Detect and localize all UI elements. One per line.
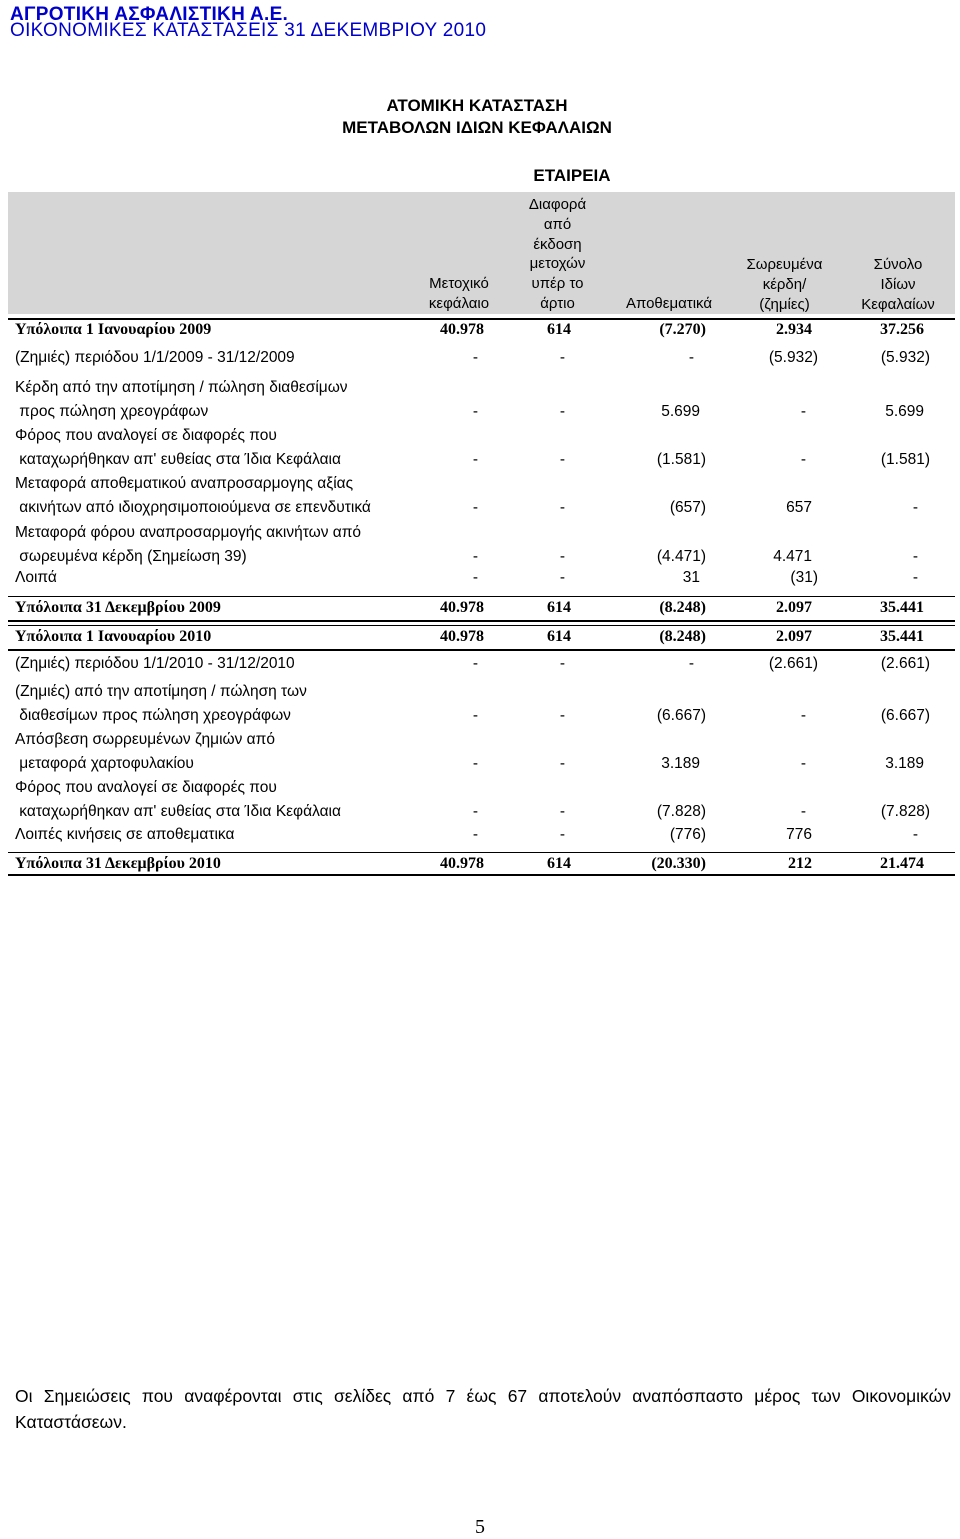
table-rule [8, 852, 955, 853]
table-rule [8, 649, 955, 651]
cell-value: - [559, 403, 565, 420]
cell-value: - [472, 349, 478, 366]
cell-value: 37.256 [880, 321, 924, 338]
cell-value: - [559, 499, 565, 516]
cell-value: - [472, 826, 478, 843]
cell-value: (4.471) [656, 548, 706, 565]
row-label: (Ζημιές) από την αποτίμηση / πώληση των [15, 683, 307, 700]
cell-value: (7.828) [880, 803, 930, 820]
row-label: Λοιπές κινήσεις σε αποθεματικα [15, 826, 235, 843]
row-label: Κέρδη από την αποτίμηση / πώληση διαθεσίμων [15, 379, 348, 396]
cell-value: - [472, 755, 478, 772]
cell-value: (657) [669, 499, 706, 516]
cell-value: - [472, 548, 478, 565]
cell-value: 2.097 [776, 599, 812, 616]
column-header-line: Σύνολο [873, 256, 923, 273]
cell-value: 3.189 [885, 755, 924, 772]
cell-value: - [472, 803, 478, 820]
cell-value: - [559, 803, 565, 820]
cell-value: 614 [547, 628, 571, 645]
column-header-line: (ζημίες) [759, 295, 810, 313]
cell-value: - [559, 655, 565, 672]
cell-value: (2.661) [880, 655, 930, 672]
col-total-equity-header [848, 255, 948, 314]
row-label: Φόρος που αναλογεί σε διαφορές που [15, 427, 277, 444]
cell-value: (8.248) [659, 628, 706, 645]
row-label: (Ζημιές) περιόδου 1/1/2010 - 31/12/2010 [15, 655, 295, 672]
statement-title-line1: ΑΤΟΜΙΚΗ ΚΑΤΑΣΤΑΣΗ [386, 96, 568, 115]
row-label: Φόρος που αναλογεί σε διαφορές που [15, 779, 277, 796]
cell-value: - [912, 826, 918, 843]
cell-value: (1.581) [880, 451, 930, 468]
cell-value: - [800, 451, 806, 468]
footer-note: Οι Σημειώσεις που αναφέρονται στις σελίδες από 7 έως 67 αποτελούν αναπόσπαστο μέρος των Οικονομικών Καταστάσεων. [15, 1386, 951, 1432]
row-label: ακινήτων από ιδιοχρησιμοποιούμενα σε επενδυτικά [15, 499, 371, 516]
cell-value: 5.699 [885, 403, 924, 420]
cell-value: 2.097 [776, 628, 812, 645]
cell-value: - [472, 499, 478, 516]
column-header-line: Ιδίων [880, 275, 916, 293]
col-retained-earnings-header [733, 255, 836, 314]
cell-value: (7.270) [659, 321, 706, 338]
cell-value: (20.330) [651, 855, 706, 872]
row-label: Μεταφορά φόρου αναπροσαρμογής ακινήτων από [15, 524, 362, 541]
cell-value: (31) [790, 569, 818, 586]
table-rule [8, 874, 955, 876]
row-label: Υπόλοιπα 31 Δεκεμβρίου 2010 [15, 855, 221, 872]
cell-value: - [559, 826, 565, 843]
col-share-capital-header [412, 274, 506, 314]
row-label: Υπόλοιπα 1 Ιανουαρίου 2010 [15, 628, 212, 645]
cell-value: 40.978 [440, 321, 484, 338]
cell-value: - [800, 803, 806, 820]
report-subtitle: ΟΙΚΟΝΟΜΙΚΕΣ ΚΑΤΑΣΤΑΣΕΙΣ 31 ΔΕΚΕΜΒΡΙΟΥ 2010 [10, 20, 487, 41]
row-label: Λοιπά [15, 569, 57, 586]
page-number: 5 [475, 1516, 485, 1538]
table-rule [8, 620, 955, 622]
column-header-line: έκδοση [533, 235, 582, 253]
cell-value: (5.932) [880, 349, 930, 366]
column-header-line: άρτιο [540, 294, 575, 312]
cell-value: - [559, 451, 565, 468]
cell-value: - [472, 655, 478, 672]
cell-value: (8.248) [659, 599, 706, 616]
cell-value: 31 [682, 569, 700, 586]
column-header-line: Κεφαλαίων [861, 295, 935, 313]
column-header-line: μετοχών [529, 255, 586, 273]
cell-value: (1.581) [656, 451, 706, 468]
column-header-line: Αποθεματικά [625, 295, 713, 312]
cell-value: - [912, 499, 918, 516]
cell-value: 3.189 [661, 755, 700, 772]
row-label: διαθεσίμων προς πώληση χρεογράφων [15, 707, 291, 724]
cell-value: 212 [788, 855, 812, 872]
cell-value: 614 [547, 855, 571, 872]
cell-value: (7.828) [656, 803, 706, 820]
cell-value: 657 [786, 499, 812, 516]
table-rule [8, 625, 955, 626]
cell-value: - [688, 349, 694, 366]
cell-value: - [472, 569, 478, 586]
cell-value: 40.978 [440, 855, 484, 872]
cell-value: (2.661) [768, 655, 818, 672]
cell-value: - [559, 349, 565, 366]
col-share-premium-header [510, 195, 605, 314]
row-label: Απόσβεση σωρρευμένων ζημιών από [15, 731, 275, 748]
cell-value: - [800, 403, 806, 420]
cell-value: 21.474 [880, 855, 924, 872]
cell-value: - [800, 707, 806, 724]
cell-value: - [800, 755, 806, 772]
cell-value: (6.667) [656, 707, 706, 724]
column-header-line: Σωρευμένα [746, 256, 823, 273]
cell-value: (776) [669, 826, 706, 843]
cell-value: 614 [547, 599, 571, 616]
statement-title-line2: ΜΕΤΑΒΟΛΩΝ ΙΔΙΩΝ ΚΕΦΑΛΑΙΩΝ [342, 118, 612, 137]
cell-value: 2.934 [776, 321, 812, 338]
column-header-line: κέρδη/ [762, 275, 807, 293]
cell-value: 35.441 [880, 599, 924, 616]
column-header-line: Μετοχικό [429, 275, 489, 292]
column-header-line: Διαφορά [528, 196, 587, 213]
row-label: προς πώληση χρεογράφων [15, 403, 209, 420]
cell-value: - [559, 707, 565, 724]
cell-value: 5.699 [661, 403, 700, 420]
column-header-line: κεφάλαιο [428, 294, 490, 312]
cell-value: 35.441 [880, 628, 924, 645]
row-label: καταχωρήθηκαν απ' ευθείας στα Ίδια Κεφάλαια [15, 451, 341, 468]
cell-value: - [472, 707, 478, 724]
cell-value: 4.471 [773, 548, 812, 565]
table-rule [8, 596, 955, 597]
row-label: Μεταφορά αποθεματικού αναπροσαρμογης αξίας [15, 475, 354, 492]
cell-value: - [472, 403, 478, 420]
row-label: καταχωρήθηκαν απ' ευθείας στα Ίδια Κεφάλαια [15, 803, 341, 820]
entity-label: ΕΤΑΙΡΕΙΑ [533, 166, 611, 185]
cell-value: (6.667) [880, 707, 930, 724]
company-name: ΑΓΡΟΤΙΚΗ ΑΣΦΑΛΙΣΤΙΚΗ Α.Ε. [10, 4, 289, 25]
row-label: Υπόλοιπα 1 Ιανουαρίου 2009 [15, 321, 212, 338]
row-label: μεταφορά χαρτοφυλακίου [15, 755, 194, 772]
cell-value: - [559, 569, 565, 586]
cell-value: - [472, 451, 478, 468]
cell-value: - [559, 755, 565, 772]
column-header-line: υπέρ το [531, 275, 584, 293]
row-label: (Ζημιές) περιόδου 1/1/2009 - 31/12/2009 [15, 349, 295, 366]
row-label: σωρευμένα κέρδη (Σημείωση 39) [15, 548, 247, 565]
table-rule [8, 318, 955, 320]
cell-value: 40.978 [440, 599, 484, 616]
cell-value: 614 [547, 321, 571, 338]
cell-value: (5.932) [768, 349, 818, 366]
cell-value: 40.978 [440, 628, 484, 645]
cell-value: 776 [786, 826, 812, 843]
cell-value: - [559, 548, 565, 565]
row-label: Υπόλοιπα 31 Δεκεμβρίου 2009 [15, 599, 221, 616]
cell-value: - [912, 569, 918, 586]
cell-value: - [912, 548, 918, 565]
cell-value: - [688, 655, 694, 672]
col-reserves-header [612, 294, 726, 314]
column-header-line: από [543, 215, 572, 233]
